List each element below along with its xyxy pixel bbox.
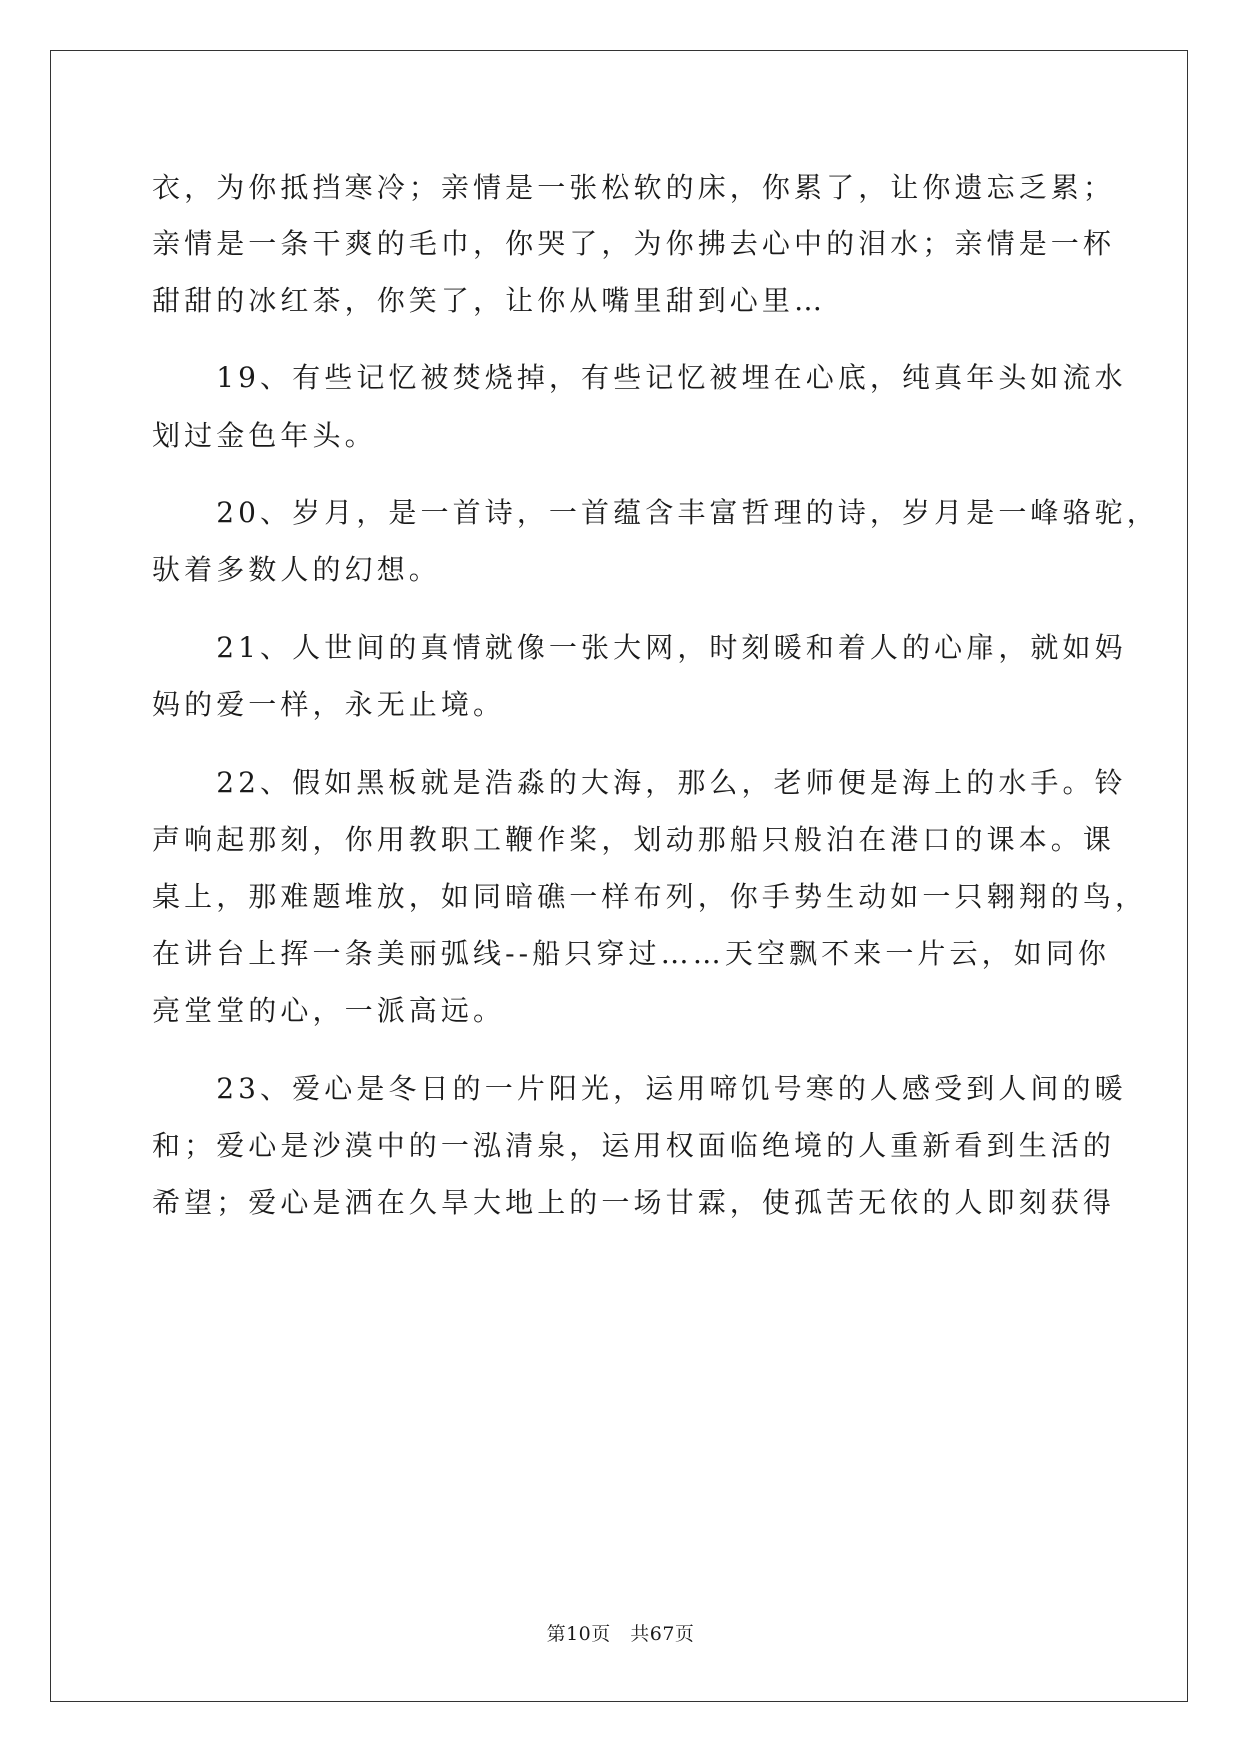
text-line: 衣，为你抵挡寒冷；亲情是一张松软的床，你累了，让你遗忘乏累； xyxy=(152,171,1116,204)
text-line: 划过金色年头。 xyxy=(152,419,377,452)
text-line: 亲情是一条干爽的毛巾，你哭了，为你拂去心中的泪水；亲情是一杯 xyxy=(152,227,1116,260)
page-number-footer: 第10页 共67页 xyxy=(546,1623,695,1645)
text-line: 21、人世间的真情就像一张大网，时刻暖和着人的心扉，就如妈 xyxy=(152,631,1127,664)
text-line: 妈的爱一样，永无止境。 xyxy=(152,688,506,721)
text-line: 19、有些记忆被焚烧掉，有些记忆被埋在心底，纯真年头如流水 xyxy=(152,361,1127,394)
text-line: 23、爱心是冬日的一片阳光，运用啼饥号寒的人感受到人间的暖 xyxy=(152,1072,1127,1105)
text-line: 桌上，那难题堆放，如同暗礁一样布列，你手势生动如一只翱翔的鸟， xyxy=(152,880,1148,913)
text-line: 亮堂堂的心，一派高远。 xyxy=(152,994,506,1027)
text-line: 希望；爱心是洒在久旱大地上的一场甘霖，使孤苦无依的人即刻获得 xyxy=(152,1186,1116,1219)
text-line: 在讲台上挥一条美丽弧线--船只穿过……天空飘不来一片云，如同你 xyxy=(152,937,1111,970)
text-line: 和；爱心是沙漠中的一泓清泉，运用权面临绝境的人重新看到生活的 xyxy=(152,1129,1116,1162)
text-line: 22、假如黑板就是浩淼的大海，那么，老师便是海上的水手。铃 xyxy=(152,766,1127,799)
text-line: 20、岁月，是一首诗，一首蕴含丰富哲理的诗，岁月是一峰骆驼， xyxy=(152,496,1159,529)
text-line: 声响起那刻，你用教职工鞭作桨，划动那船只般泊在港口的课本。课 xyxy=(152,823,1116,856)
text-line: 甜甜的冰红茶，你笑了，让你从嘴里甜到心里… xyxy=(152,284,827,317)
text-line: 驮着多数人的幻想。 xyxy=(152,553,441,586)
